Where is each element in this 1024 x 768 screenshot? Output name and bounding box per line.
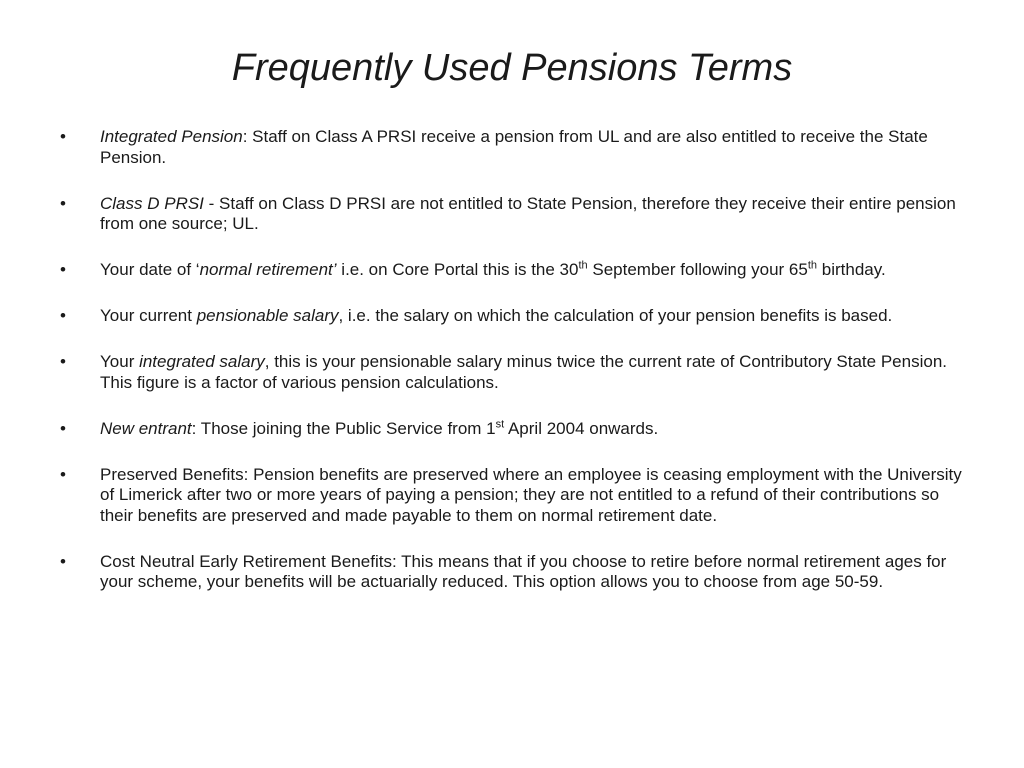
- text-post: April 2004 onwards.: [504, 418, 659, 438]
- bullet-icon: •: [60, 464, 66, 484]
- ordinal-suffix: st: [495, 417, 505, 430]
- bullet-icon: •: [60, 260, 66, 279]
- bullet-icon: •: [60, 418, 66, 438]
- text-pre: Your date of ‘: [100, 260, 200, 279]
- text-mid: i.e. on Core Portal this is the 30: [336, 260, 579, 279]
- text-post: , i.e. the salary on which the calculation of your pension benefits is based.: [338, 306, 893, 325]
- bullet-icon: •: [60, 352, 66, 371]
- bullet-item-cost-neutral-early-retirement: [58, 552, 964, 593]
- bullet-icon: •: [60, 193, 66, 213]
- ordinal-suffix: th: [578, 259, 588, 272]
- bullet-icon: •: [60, 127, 66, 146]
- term-description: Preserved Benefits: Pension benefits are preserved where an employee is ceasing employment with the University of Limerick after two or more years of paying a pension; they are not entitled to a refund of their contributions so their benefits are preserved and made payable to them on normal retirement date.: [100, 464, 962, 525]
- term-label: integrated salary: [139, 352, 265, 371]
- text-mid-2: September following your 65: [587, 260, 808, 279]
- term-label: New entrant: [100, 418, 192, 438]
- bullet-item-normal-retirement: [58, 260, 964, 281]
- bullet-item-integrated-salary: [58, 352, 964, 393]
- term-description: - Staff on Class D PRSI are not entitled to State Pension, therefore they receive their entire pension from one source; UL.: [100, 193, 956, 233]
- bullet-item-pensionable-salary: [58, 306, 964, 327]
- bullet-item-class-d-prsi: [58, 194, 964, 235]
- bullet-list: [58, 127, 964, 618]
- term-label: Class D PRSI: [100, 193, 204, 213]
- bullet-item-preserved-benefits: [58, 465, 964, 527]
- slide-title: Frequently Used Pensions Terms: [231, 47, 793, 89]
- term-label: Integrated Pension: [100, 127, 243, 146]
- ordinal-suffix: th: [807, 259, 818, 272]
- bullet-icon: •: [60, 551, 66, 571]
- text-mid: : Those joining the Public Service from 1: [191, 418, 496, 438]
- bullet-icon: •: [60, 306, 66, 325]
- text-pre: Your current: [100, 306, 197, 325]
- text-pre: Your: [100, 352, 140, 371]
- term-label: pensionable salary: [196, 306, 339, 325]
- bullet-item-integrated-pension: [58, 127, 964, 168]
- term-label: normal retirement’: [199, 260, 337, 279]
- term-description: Cost Neutral Early Retirement Benefits: This means that if you choose to retire before normal retirement ages for your scheme, your benefits will be actuarially reduced. This option allows you to choose from age 50-59.: [100, 551, 947, 591]
- bullet-item-new-entrant: [58, 419, 964, 440]
- term-description: : Staff on Class A PRSI receive a pension from UL and are also entitled to receive the State Pension.: [100, 127, 928, 167]
- text-post: , this is your pensionable salary minus twice the current rate of Contributory State Pension. This figure is a factor of various pension calculations.: [100, 352, 947, 392]
- text-post: birthday.: [817, 260, 886, 279]
